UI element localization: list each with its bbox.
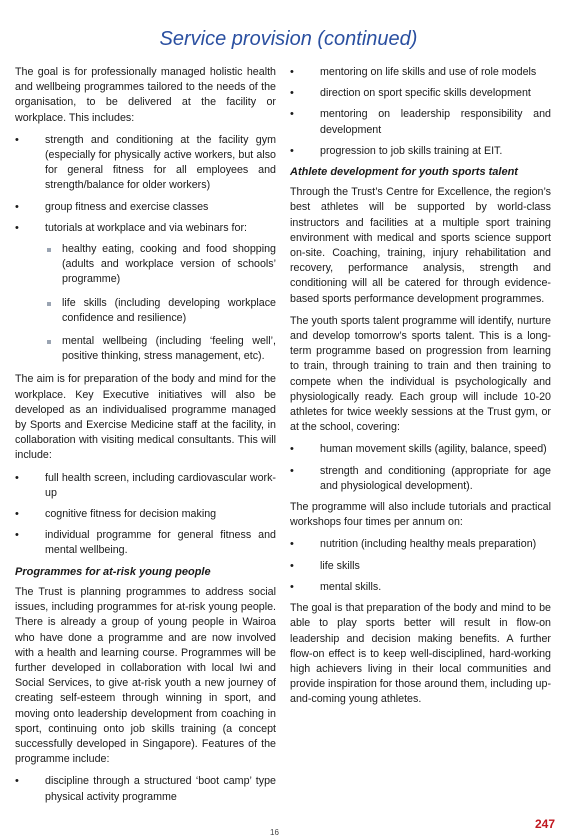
- section-heading-athlete-development: Athlete development for youth sports talent: [290, 166, 518, 179]
- page-title: Service provision (continued): [159, 28, 418, 50]
- executive-initiatives-list: [15, 471, 276, 559]
- right-column: [290, 65, 551, 715]
- page-number: 16: [270, 828, 279, 837]
- at-risk-paragraph: The Trust is planning programmes to address social issues, including programmes for at-risk young people. There is already a group of young people in Wairoa who have done a programme and are now involved with a health and learning course. Programmes will be further developed in collaboration with local Iwi and Social Services, to give at-risk youth a new journey of creating self-esteem through winning in sport, and moving onto leadership development from coaching in sport, continuing onto job skills training (a concept successfully developed in Singapore). Features of the programme include:: [15, 585, 276, 766]
- list-item: • mentoring on leadership responsibility and development: [290, 107, 551, 137]
- goal-paragraph: The goal is that preparation of the body and mind to be able to play sports better will result in flow-on leadership and decision making benefits. A further flow-on effect is to keep well-disciplined, hard-working high achievers living in their local communities and provide inspiration for those around them, including up-and-coming young athletes.: [290, 602, 551, 706]
- sublist-item: mental wellbeing (including ‘feeling well’, positive thinking, stress management, etc).: [45, 334, 276, 364]
- list-item: • discipline through a structured ‘boot camp’ type physical activity programme: [15, 774, 276, 804]
- left-column: [15, 65, 276, 811]
- centre-excellence-paragraph: Through the Trust’s Centre for Excellence, the region’s best athletes will be supported by world-class instructors and facilities at a multiple sport training environment with medical and sports science support on-site. Coaching, training, injury rehabilitation and recovery, performance analysis, strength and conditioning will all be catered for through evidence-based sports performance development programmes.: [290, 186, 551, 305]
- list-item: • strength and conditioning at the facility gym (especially for physically active workers, but also for general fitness for all employees and strength/balance for older workers): [15, 133, 276, 194]
- list-item: • strength and conditioning (appropriate for age and physiological development).: [290, 464, 551, 494]
- intro-paragraph: The goal is for professionally managed holistic health and wellbeing programmes tailored to the needs of the organisation, to be delivered at the facility or workplace. This includes:: [15, 66, 276, 124]
- list-item: • human movement skills (agility, balance, speed): [290, 442, 551, 457]
- list-item: [15, 221, 276, 365]
- workplace-programme-list: [15, 133, 276, 365]
- aim-paragraph: The aim is for preparation of the body and mind for the workplace. Key Executive initiatives will also be developed as an individualised programme managed by Sports and Exercise Medicine staff at the facility, in collaboration with visiting medical consultants. This will include:: [15, 373, 276, 462]
- tutorial-sublist: [45, 242, 276, 364]
- at-risk-features-list: [15, 774, 276, 804]
- list-item: • direction on sport specific skills development: [290, 86, 551, 101]
- document-page-number: 247: [534, 817, 555, 831]
- workshops-paragraph: The programme will also include tutorials and practical workshops four times per annum on:: [290, 501, 551, 529]
- list-item: • full health screen, including cardiovascular work-up: [15, 471, 276, 501]
- list-item: • cognitive fitness for decision making: [15, 507, 276, 522]
- youth-talent-paragraph: The youth sports talent programme will identify, nurture and develop tomorrow’s sports talent. This is a long-term programme based on progression from learning to train, through training to train and then training to compete when the individual is psychologically and physiologically ready. Each group will include 10-20 athletes for twice weekly sessions at the Trust gym, or at the school, covering:: [290, 314, 551, 434]
- list-item: • individual programme for general fitness and mental wellbeing.: [15, 528, 276, 558]
- list-item: • nutrition (including healthy meals preparation): [290, 537, 551, 552]
- sublist-item: healthy eating, cooking and food shopping (adults and workplace version of schools’ programme): [45, 242, 276, 288]
- list-item: • progression to job skills training at EIT.: [290, 144, 551, 159]
- section-heading-at-risk: Programmes for at-risk young people: [15, 565, 211, 578]
- youth-skills-list: [290, 442, 551, 494]
- sublist-item: life skills (including developing workplace confidence and resilience): [45, 296, 276, 326]
- workshop-topics-list: [290, 537, 551, 595]
- list-item-text: tutorials at workplace and via webinars for:: [45, 221, 247, 234]
- list-item: • life skills: [290, 559, 551, 574]
- list-item: • mentoring on life skills and use of role models: [290, 65, 551, 80]
- at-risk-features-continued-list: [290, 65, 551, 159]
- list-item: • mental skills.: [290, 580, 551, 595]
- list-item: • group fitness and exercise classes: [15, 200, 276, 215]
